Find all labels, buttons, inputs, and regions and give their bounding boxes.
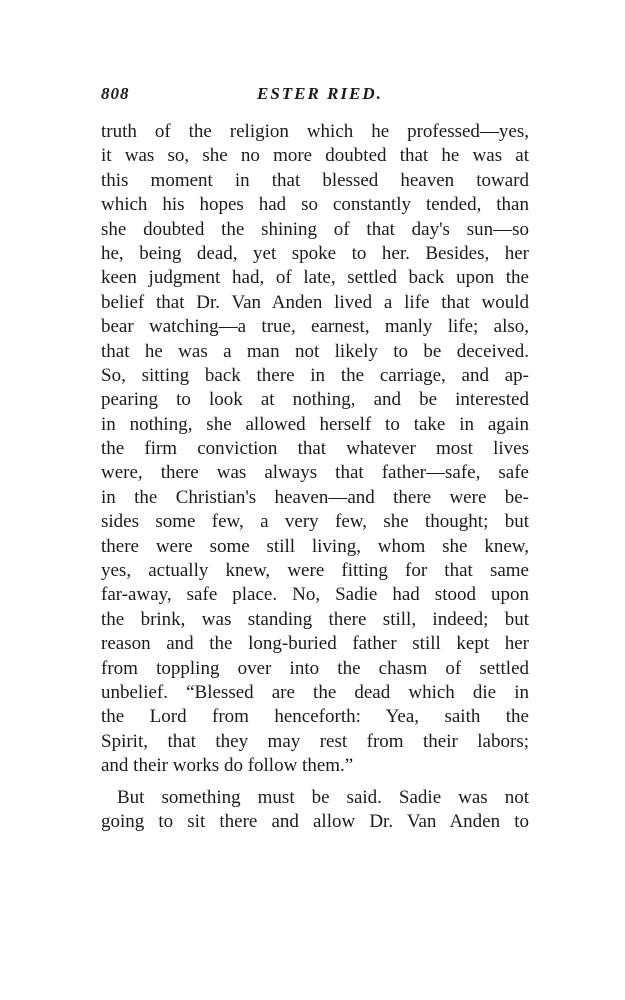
text-line: But something must be said. Sadie was not — [117, 786, 529, 808]
text-line: and their works do follow them.” — [101, 755, 354, 777]
text-line: unbelief. “Blessed are the dead which die in — [101, 681, 529, 703]
page-number: 808 — [101, 84, 130, 103]
text-line: sides some few, a very few, she thought; but — [101, 511, 529, 533]
text-line: bear watching—a true, earnest, manly life; also, — [101, 316, 529, 338]
text-line: it was so, she no more doubted that he was at — [101, 145, 529, 167]
text-line: she doubted the shining of that day's sun—so — [101, 218, 529, 240]
text-line: he, being dead, yet spoke to her. Besides, her — [101, 242, 529, 264]
text-line: keen judgment had, of late, settled back upon the — [101, 267, 529, 289]
text-line: reason and the long-buried father still kept her — [101, 633, 529, 655]
page-header — [101, 84, 529, 110]
text-line: pearing to look at nothing, and be interested — [101, 389, 529, 411]
text-line: there were some still living, whom she knew, — [101, 535, 529, 557]
text-line: belief that Dr. Van Anden lived a life that would — [101, 291, 529, 313]
text-line: that he was a man not likely to be deceived. — [101, 340, 529, 362]
paragraph — [101, 786, 529, 835]
text-line: the Lord from henceforth: Yea, saith the — [101, 706, 529, 728]
text-line: Spirit, that they may rest from their labors; — [101, 730, 529, 752]
text-line: in the Christian's heaven—and there were be- — [101, 486, 529, 508]
text-line: the brink, was standing there still, indeed; but — [101, 608, 529, 630]
body-text — [101, 120, 529, 834]
text-line: truth of the religion which he professed—yes, — [101, 121, 529, 142]
text-line: yes, actually knew, were fitting for that same — [101, 560, 529, 582]
text-line: from toppling over into the chasm of settled — [101, 657, 529, 679]
text-line: which his hopes had so constantly tended, than — [101, 194, 529, 216]
paragraph — [101, 120, 529, 779]
text-line: were, there was always that father—safe, safe — [101, 462, 529, 484]
running-head: ESTER RIED. — [257, 84, 383, 103]
text-line: the firm conviction that whatever most lives — [101, 438, 529, 460]
text-line: in nothing, she allowed herself to take in again — [101, 413, 529, 435]
text-line: going to sit there and allow Dr. Van Anden to — [101, 810, 529, 832]
text-line: this moment in that blessed heaven toward — [101, 169, 529, 191]
text-line: So, sitting back there in the carriage, and ap- — [101, 364, 529, 386]
text-line: far-away, safe place. No, Sadie had stood upon — [101, 584, 529, 606]
